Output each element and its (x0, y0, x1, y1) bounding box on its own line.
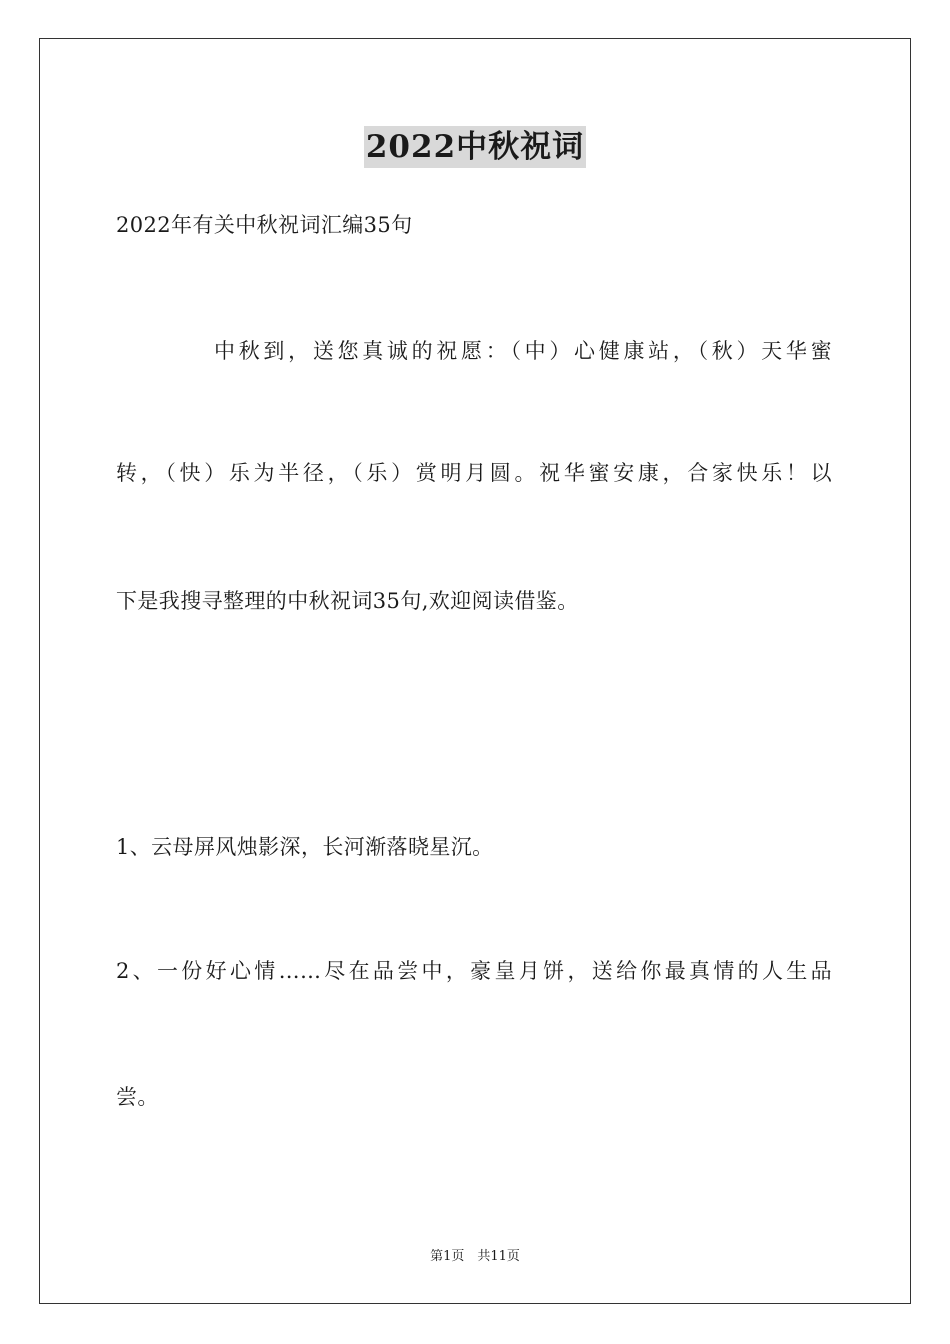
list-item: 2、一份好心情……尽在品尝中，豪皇月饼，送给你最真情的人生品 (116, 959, 832, 983)
intro-line: 中秋到，送您真诚的祝愿：（中）心健康站，（秋）天华蜜 (214, 339, 832, 363)
title-container (0, 126, 950, 168)
intro-line: 转，（快）乐为半径，（乐）赏明月圆。祝华蜜安康，合家快乐！以 (116, 461, 832, 485)
list-item: 1、云母屏风烛影深，长河渐落晓星沉。 (116, 835, 494, 859)
document-title: 2022中秋祝词 (364, 126, 586, 168)
intro-line: 下是我搜寻整理的中秋祝词35句,欢迎阅读借鉴。 (116, 589, 579, 613)
page-number: 第1页 共11页 (430, 1249, 520, 1264)
list-item-continuation: 尝。 (116, 1085, 159, 1109)
document-subtitle: 2022年有关中秋祝词汇编35句 (116, 213, 413, 237)
